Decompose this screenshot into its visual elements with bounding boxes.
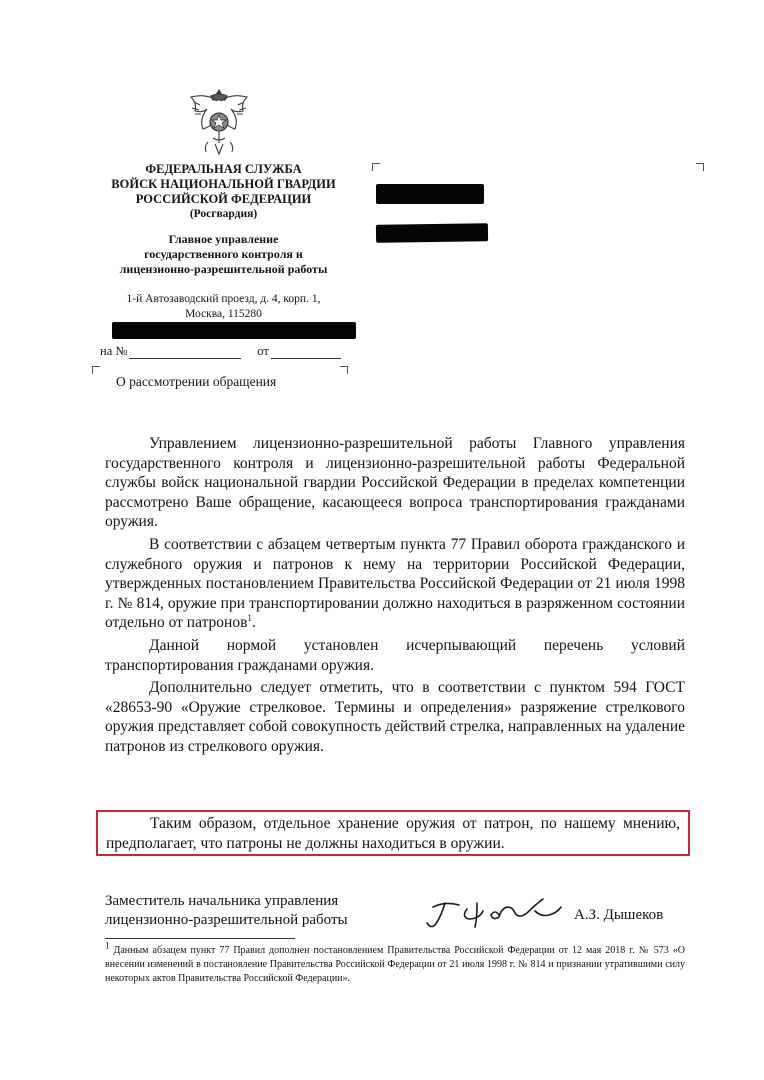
corner-mark <box>372 163 380 171</box>
body-paragraph: Данной нормой установлен исчерпывающий перечень условий транспортирования гражданами оружия. <box>105 636 685 674</box>
letter-body <box>105 434 685 757</box>
department-line1: Главное управление <box>168 232 279 246</box>
handwritten-signature-icon <box>415 893 575 933</box>
department-block <box>96 232 351 277</box>
registration-line <box>100 344 341 359</box>
footnote <box>105 940 685 986</box>
agency-name-line2: ВОЙСК НАЦИОНАЛЬНОЙ ГВАРДИИ <box>111 177 336 191</box>
corner-mark <box>696 163 704 171</box>
footnote-text: Данным абзацем пункт 77 Правил дополнен постановлением Правительства Российской Федерации от 12 мая 2018 г. № 573 «О внесении изменений в постановление Правительства Российской Федерации от 21 июля 1998 г. № 814 и признании утратившими силу некоторых актов Правительства Российской Федерации». <box>105 945 685 984</box>
department-line3: лицензионно-разрешительной работы <box>119 262 328 276</box>
footnote-divider <box>105 938 295 939</box>
registration-date-label: от <box>257 344 269 358</box>
department-line2: государственного контроля и <box>144 247 303 261</box>
registration-date-blank <box>271 344 341 359</box>
agency-short-name: (Росгвардия) <box>189 208 258 220</box>
redacted-recipient-line2 <box>376 223 488 243</box>
registration-number-blank <box>129 344 241 359</box>
corner-mark <box>92 366 100 374</box>
address-line2: Москва, 115280 <box>185 308 262 320</box>
registration-number-label: на № <box>100 344 128 358</box>
rosgvardia-emblem-icon <box>186 84 252 160</box>
body-paragraph: В соответствии с абзацем четвертым пункта 77 Правил оборота гражданского и служебного оружия и патронов к нему на территории Российской Федерации, утвержденных постановлением Правительства Российской Федерации от 21 июля 1998 г. № 814, оружие при транспортировании должно находиться в разряженном состоянии отдельно от патронов$^1$. <box>105 535 685 632</box>
body-paragraph: Управлением лицензионно-разрешительной работы Главного управления государственного контроля и лицензионно-разрешительной работы Федеральной службы войск национальной гвардии Российской Федерации в пределах компетенции рассмотрено Ваше обращение, касающееся вопроса транспортирования гражданами оружия. <box>105 435 685 531</box>
agency-block <box>96 162 351 222</box>
signer-title-line1: Заместитель начальника управления <box>105 893 339 909</box>
footnote-reference: 1 <box>247 613 252 624</box>
body-paragraph: Дополнительно следует отметить, что в соответствии с пунктом 594 ГОСТ «28653-90 «Оружие стрелковое. Термины и определения» разряжение стрелкового оружия представляет собой совокупность действий стрелка, направленных на удаление патронов из стрелкового оружия. <box>105 679 685 755</box>
signer-title <box>105 892 348 930</box>
signer-title-line2: лицензионно-разрешительной работы <box>105 912 348 928</box>
corner-mark <box>340 366 348 374</box>
body-paragraph-highlighted: Таким образом, отдельное хранение оружия от патрон, по нашему мнению, предполагает, что патроны не должны находиться в оружии. <box>106 815 680 852</box>
signer-name: А.З. Дышеков <box>574 907 664 923</box>
letter-subject: О рассмотрении обращения <box>116 374 277 389</box>
redacted-date-line <box>112 322 356 339</box>
footnote-mark: 1 <box>105 940 110 951</box>
address-line1: 1-й Автозаводский проезд, д. 4, корп. 1, <box>126 293 321 305</box>
address-block <box>96 292 351 322</box>
agency-name-line1: ФЕДЕРАЛЬНАЯ СЛУЖБА <box>145 162 302 176</box>
redacted-recipient-line1 <box>376 184 484 204</box>
highlighted-conclusion-box <box>96 810 690 856</box>
agency-name-line3: РОССИЙСКОЙ ФЕДЕРАЦИИ <box>135 192 312 206</box>
